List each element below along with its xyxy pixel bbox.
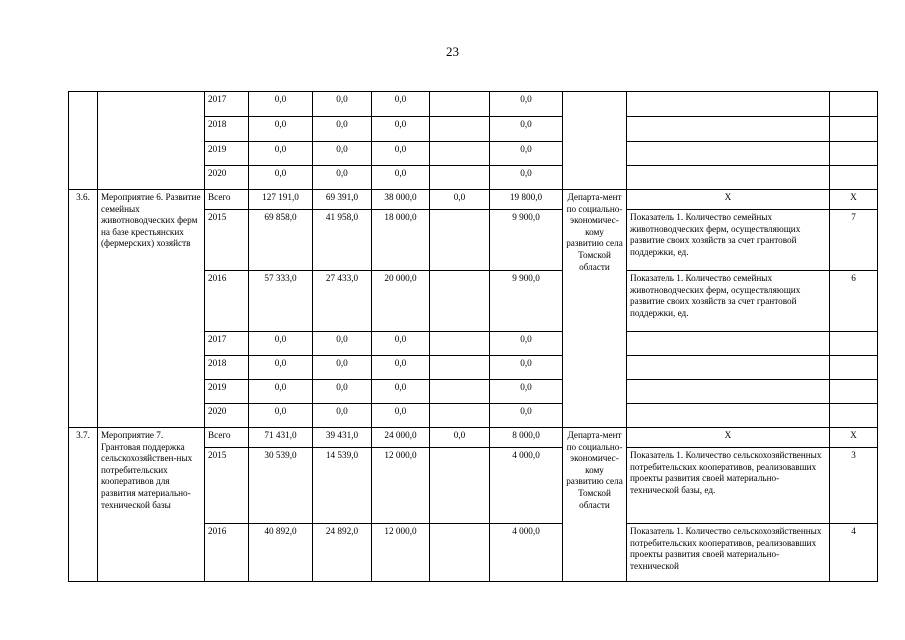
total-cell: 30 539,0: [249, 448, 313, 524]
table-row: [69, 92, 878, 117]
year-cell: 2019: [205, 380, 249, 404]
federal-cell: 39 431,0: [313, 428, 372, 448]
extra-cell: 0,0: [490, 332, 563, 356]
federal-cell: 14 539,0: [313, 448, 372, 524]
name-cell-empty: [98, 92, 205, 190]
indicator-cell: Х: [627, 190, 830, 210]
indicator-value-cell: 6: [830, 271, 878, 332]
indicator-value-cell: [830, 404, 878, 428]
year-cell: 2020: [205, 404, 249, 428]
indicator-cell: Показатель 1. Количество семейных животноводческих ферм, осуществляющих развитие своих хозяйств за счет грантовой поддержки, ед.: [627, 210, 830, 271]
indicator-cell: [627, 332, 830, 356]
total-cell: 0,0: [249, 380, 313, 404]
local-cell: [430, 356, 490, 380]
indicator-value-cell: Х: [830, 190, 878, 210]
regional-cell: 12 000,0: [372, 448, 430, 524]
extra-cell: 8 000,0: [490, 428, 563, 448]
indicator-value-cell: [830, 117, 878, 142]
year-cell: 2017: [205, 92, 249, 117]
total-cell: 0,0: [249, 92, 313, 117]
year-cell: 2018: [205, 356, 249, 380]
indicator-cell: Показатель 1. Количество сельскохозяйственных потребительских кооперативов, реализовавших проекты развития своей материально-технической базы, ед.: [627, 448, 830, 524]
extra-cell: 19 800,0: [490, 190, 563, 210]
local-cell: 0,0: [430, 428, 490, 448]
indicator-cell: [627, 142, 830, 166]
federal-cell: 69 391,0: [313, 190, 372, 210]
regional-cell: 24 000,0: [372, 428, 430, 448]
year-cell: 2018: [205, 117, 249, 142]
regional-cell: 0,0: [372, 380, 430, 404]
local-cell: [430, 142, 490, 166]
total-cell: 0,0: [249, 404, 313, 428]
year-cell: 2017: [205, 332, 249, 356]
indicator-value-cell: [830, 332, 878, 356]
total-cell: 71 431,0: [249, 428, 313, 448]
indicator-value-cell: [830, 380, 878, 404]
federal-cell: 27 433,0: [313, 271, 372, 332]
local-cell: [430, 92, 490, 117]
indicator-cell: Х: [627, 428, 830, 448]
extra-cell: 0,0: [490, 404, 563, 428]
extra-cell: 9 900,0: [490, 271, 563, 332]
local-cell: [430, 166, 490, 190]
year-cell: 2015: [205, 448, 249, 524]
total-cell: 40 892,0: [249, 524, 313, 582]
code-cell-empty: [69, 92, 98, 190]
indicator-value-cell: [830, 92, 878, 117]
regional-cell: 38 000,0: [372, 190, 430, 210]
regional-cell: 0,0: [372, 142, 430, 166]
indicator-cell: [627, 117, 830, 142]
federal-cell: 0,0: [313, 117, 372, 142]
local-cell: [430, 210, 490, 271]
extra-cell: 0,0: [490, 356, 563, 380]
executor-cell-empty: [563, 92, 627, 190]
local-cell: [430, 404, 490, 428]
local-cell: [430, 117, 490, 142]
extra-cell: 4 000,0: [490, 524, 563, 582]
indicator-cell: [627, 166, 830, 190]
extra-cell: 0,0: [490, 380, 563, 404]
program-activities-table: [68, 91, 878, 582]
extra-cell: 9 900,0: [490, 210, 563, 271]
regional-cell: 0,0: [372, 332, 430, 356]
total-cell: 127 191,0: [249, 190, 313, 210]
year-cell: 2016: [205, 271, 249, 332]
federal-cell: 41 958,0: [313, 210, 372, 271]
year-cell: 2020: [205, 166, 249, 190]
table-row: [69, 190, 878, 210]
indicator-value-cell: Х: [830, 428, 878, 448]
indicator-cell: [627, 356, 830, 380]
indicator-value-cell: [830, 142, 878, 166]
indicator-cell: Показатель 1. Количество семейных животноводческих ферм, осуществляющих развитие своих хозяйств за счет грантовой поддержки, ед.: [627, 271, 830, 332]
federal-cell: 24 892,0: [313, 524, 372, 582]
table-row: [69, 428, 878, 448]
local-cell: 0,0: [430, 190, 490, 210]
year-cell: 2019: [205, 142, 249, 166]
federal-cell: 0,0: [313, 356, 372, 380]
total-cell: 0,0: [249, 117, 313, 142]
total-cell: 0,0: [249, 356, 313, 380]
indicator-cell: [627, 380, 830, 404]
indicator-value-cell: 3: [830, 448, 878, 524]
year-cell: 2016: [205, 524, 249, 582]
indicator-cell: Показатель 1. Количество сельскохозяйственных потребительских кооперативов, реализовавших проекты развития своей материально-технической: [627, 524, 830, 582]
regional-cell: 0,0: [372, 166, 430, 190]
extra-cell: 0,0: [490, 117, 563, 142]
page-number: 23: [446, 44, 459, 59]
activity-code: 3.7.: [69, 428, 98, 582]
total-cell: 0,0: [249, 332, 313, 356]
total-cell: 57 333,0: [249, 271, 313, 332]
local-cell: [430, 524, 490, 582]
indicator-cell: [627, 92, 830, 117]
federal-cell: 0,0: [313, 142, 372, 166]
activity-code: 3.6.: [69, 190, 98, 428]
executor-cell: Департа-мент по социально-экономичес-кому развитию села Томской области: [563, 190, 627, 428]
federal-cell: 0,0: [313, 404, 372, 428]
extra-cell: 4 000,0: [490, 448, 563, 524]
federal-cell: 0,0: [313, 166, 372, 190]
year-cell: Всего: [205, 190, 249, 210]
year-cell: 2015: [205, 210, 249, 271]
extra-cell: 0,0: [490, 166, 563, 190]
regional-cell: 0,0: [372, 117, 430, 142]
total-cell: 0,0: [249, 166, 313, 190]
extra-cell: 0,0: [490, 92, 563, 117]
regional-cell: 0,0: [372, 404, 430, 428]
executor-cell: Департа-мент по социально-экономичес-кому развитию села Томской области: [563, 428, 627, 582]
local-cell: [430, 332, 490, 356]
local-cell: [430, 380, 490, 404]
regional-cell: 12 000,0: [372, 524, 430, 582]
activity-name: Мероприятие 7. Грантовая поддержка сельскохозяйствен-ных потребительских кооперативов для развития материально-технической базы: [98, 428, 205, 582]
indicator-value-cell: [830, 356, 878, 380]
extra-cell: 0,0: [490, 142, 563, 166]
indicator-value-cell: 4: [830, 524, 878, 582]
indicator-value-cell: [830, 166, 878, 190]
year-cell: Всего: [205, 428, 249, 448]
indicator-cell: [627, 404, 830, 428]
total-cell: 0,0: [249, 142, 313, 166]
local-cell: [430, 448, 490, 524]
federal-cell: 0,0: [313, 92, 372, 117]
regional-cell: 0,0: [372, 92, 430, 117]
federal-cell: 0,0: [313, 332, 372, 356]
total-cell: 69 858,0: [249, 210, 313, 271]
federal-cell: 0,0: [313, 380, 372, 404]
activity-name: Мероприятие 6. Развитие семейных животноводческих ферм на базе крестьянских (фермерских) хозяйств: [98, 190, 205, 428]
local-cell: [430, 271, 490, 332]
indicator-value-cell: 7: [830, 210, 878, 271]
regional-cell: 18 000,0: [372, 210, 430, 271]
regional-cell: 0,0: [372, 356, 430, 380]
regional-cell: 20 000,0: [372, 271, 430, 332]
